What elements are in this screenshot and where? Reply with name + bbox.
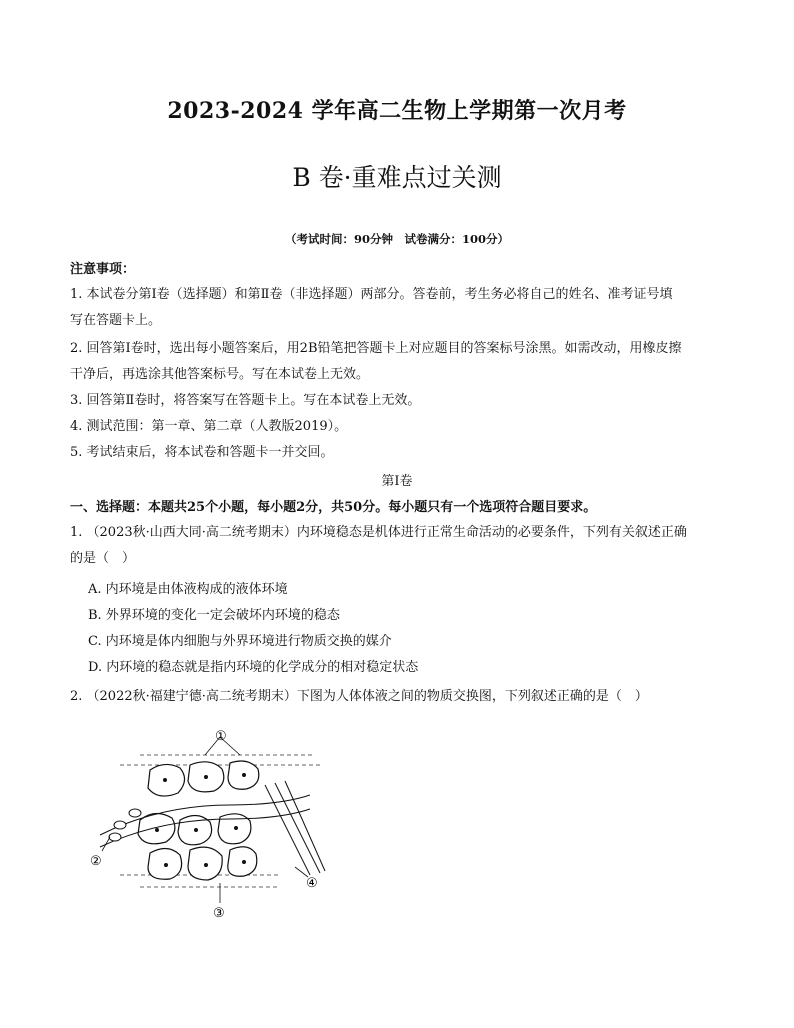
q1-option-b: B. 外界环境的变化一定会破坏内环境的稳态 — [88, 608, 340, 623]
note-1a: 1. 本试卷分第Ⅰ卷（选择题）和第Ⅱ卷（非选择题）两部分。答卷前，考生务必将自己的姓名、准考证号填 — [70, 287, 673, 302]
note-5: 5. 考试结束后，将本试卷和答题卡一并交回。 — [70, 445, 334, 460]
tissue-illustration — [80, 725, 330, 925]
q1-option-a: A. 内环境是由体液构成的液体环境 — [88, 582, 288, 597]
exam-title: 2023-2024 学年高二生物上学期第一次月考 — [167, 98, 627, 124]
note-3: 3. 回答第Ⅱ卷时，将答案写在答题卡上。写在本试卷上无效。 — [70, 393, 421, 408]
label-3: ③ — [213, 906, 225, 921]
note-1b: 写在答题卡上。 — [70, 313, 162, 328]
section-label: 第Ⅰ卷 — [381, 474, 413, 489]
note-4: 4. 测试范围：第一章、第二章（人教版2019）。 — [70, 419, 348, 434]
label-2: ② — [90, 854, 102, 869]
q1-option-d: D. 内环境的稳态就是指内环境的化学成分的相对稳定状态 — [88, 660, 419, 675]
q2-stem: 2. （2022秋·福建宁德·高二统考期末）下图为人体体液之间的物质交换图，下列叙述正确的是（ ） — [70, 689, 648, 704]
q1-stem-b: 的是（ ） — [70, 551, 136, 566]
exam-meta: （考试时间：90分钟 试卷满分：100分） — [284, 232, 509, 246]
note-2a: 2. 回答第Ⅰ卷时，选出每小题答案后，用2B铅笔把答题卡上对应题目的答案标号涂黑。如需改动，用橡皮擦 — [70, 341, 682, 356]
label-1: ① — [215, 729, 227, 744]
part-heading: 一、选择题：本题共25个小题，每小题2分，共50分。每小题只有一个选项符合题目要求。 — [70, 500, 597, 515]
q1-stem-a: 1. （2023秋·山西大同·高二统考期末）内环境稳态是机体进行正常生命活动的必要条件，下列有关叙述正确 — [70, 525, 687, 540]
notes-heading: 注意事项： — [70, 262, 136, 277]
exam-subtitle: B 卷·重难点过关测 — [292, 163, 502, 192]
label-4: ④ — [306, 876, 318, 891]
body-fluid-diagram — [80, 725, 330, 925]
q1-option-c: C. 内环境是体内细胞与外界环境进行物质交换的媒介 — [88, 634, 392, 649]
note-2b: 干净后，再选涂其他答案标号。写在本试卷上无效。 — [70, 367, 370, 382]
